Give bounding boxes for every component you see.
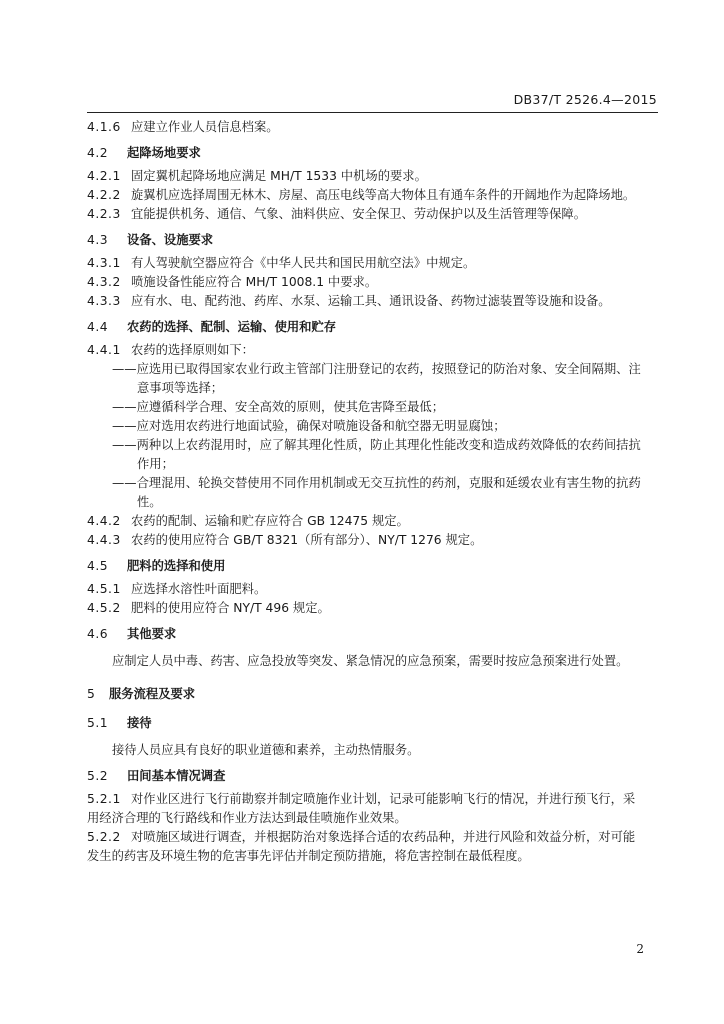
clause-text: 应选择水溶性叶面肥料。 [131, 582, 267, 596]
clause-number: 4.5.1 [87, 582, 121, 596]
heading-title: 田间基本情况调查 [127, 769, 226, 783]
clause-5-2-2-continuation: 发生的药害及环境生物的危害事先评估并制定预防措施，将危害控制在最低程度。 [87, 849, 530, 863]
heading-title: 起降场地要求 [127, 146, 201, 160]
heading-title: 服务流程及要求 [109, 687, 196, 701]
clause-text: 固定翼机起降场地应满足 MH/T 1533 中机场的要求。 [131, 169, 427, 183]
clause-number: 4.4.2 [87, 514, 121, 528]
list-dash: —— [112, 400, 137, 414]
heading-4-3 [87, 231, 659, 250]
heading-5-1 [87, 714, 659, 733]
clause-number: 4.3.1 [87, 256, 121, 270]
clause-text: 农药的选择原则如下： [131, 343, 254, 357]
list-item-text: 两种以上农药混用时，应了解其理化性质，防止其理化性能改变和造成药效降低的农药间拮抗 [136, 438, 641, 452]
clause-4-4-3 [87, 531, 659, 550]
heading-title: 设备、设施要求 [127, 233, 214, 247]
clause-text: 对喷施区域进行调查，并根据防治对象选择合适的农药品种，并进行风险和效益分析，对可能 [131, 830, 636, 844]
list-item-continuation: 意事项等选择； [137, 381, 224, 395]
document-body [87, 118, 659, 866]
clause-number: 4.4.3 [87, 533, 121, 547]
list-item [87, 436, 659, 455]
heading-number: 5.2 [87, 769, 109, 783]
list-dash: —— [112, 362, 137, 376]
clause-number: 4.2.1 [87, 169, 121, 183]
list-item [87, 417, 659, 436]
list-item [87, 474, 659, 493]
clause-number: 4.3.3 [87, 294, 121, 308]
heading-number: 4.6 [87, 627, 109, 641]
heading-number: 4.2 [87, 146, 109, 160]
clause-number: 4.2.3 [87, 207, 121, 221]
clause-number: 4.1.6 [87, 120, 121, 134]
clause-4-3-2 [87, 273, 659, 292]
clause-text: 对作业区进行飞行前勘察并制定喷施作业计划，记录可能影响飞行的情况，并进行预飞行，采 [131, 792, 636, 806]
clause-5-2-1-continuation: 用经济合理的飞行路线和作业方法达到最佳喷施作业效果。 [87, 811, 407, 825]
list-dash: —— [112, 419, 137, 433]
heading-4-4 [87, 318, 659, 337]
clause-number: 4.3.2 [87, 275, 121, 289]
clause-4-1-6 [87, 118, 659, 137]
list-dash: —— [112, 476, 137, 490]
heading-title: 接待 [127, 716, 152, 730]
heading-title: 其他要求 [127, 627, 177, 641]
clause-text: 有人驾驶航空器应符合《中华人民共和国民用航空法》中规定。 [131, 256, 476, 270]
heading-number: 4.3 [87, 233, 109, 247]
clause-text: 宜能提供机务、通信、气象、油料供应、安全保卫、劳动保护以及生活管理等保障。 [131, 207, 586, 221]
clause-4-2-2 [87, 186, 659, 205]
heading-4-6 [87, 625, 659, 644]
list-item-continuation: 作用； [137, 457, 174, 471]
heading-number: 4.4 [87, 320, 109, 334]
header-divider [87, 112, 658, 113]
list-item-text: 合理混用、轮换交替使用不同作用机制或无交互抗性的药剂，克服和延缓农业有害生物的抗药 [136, 476, 641, 490]
list-item-text: 应选用已取得国家农业行政主管部门注册登记的农药，按照登记的防治对象、安全间隔期、注 [136, 362, 641, 376]
heading-4-2 [87, 144, 659, 163]
clause-text: 肥料的使用应符合 NY/T 496 规定。 [131, 601, 330, 615]
list-item [87, 398, 659, 417]
clause-4-2-1 [87, 167, 659, 186]
clause-number: 5.2.1 [87, 792, 121, 806]
clause-5-2-1 [87, 790, 659, 809]
clause-number: 5.2.2 [87, 830, 121, 844]
clause-number: 4.4.1 [87, 343, 121, 357]
paragraph-5-1: 接待人员应具有良好的职业道德和素养，主动热情服务。 [112, 743, 420, 757]
heading-number: 4.5 [87, 559, 109, 573]
heading-title: 肥料的选择和使用 [127, 559, 226, 573]
clause-4-5-2 [87, 599, 659, 618]
clause-4-3-3 [87, 292, 659, 311]
list-item-text: 应对选用农药进行地面试验，确保对喷施设备和航空器无明显腐蚀； [136, 419, 506, 433]
list-item-text: 应遵循科学合理、安全高效的原则，使其危害降至最低； [136, 400, 445, 414]
heading-title: 农药的选择、配制、运输、使用和贮存 [127, 320, 337, 334]
clause-4-5-1 [87, 580, 659, 599]
clause-4-4-2 [87, 512, 659, 531]
clause-4-2-3 [87, 205, 659, 224]
list-dash: —— [112, 438, 137, 452]
clause-4-3-1 [87, 254, 659, 273]
clause-text: 应有水、电、配药池、药库、水泵、运输工具、通讯设备、药物过滤装置等设施和设备。 [131, 294, 611, 308]
clause-number: 4.5.2 [87, 601, 121, 615]
clause-text: 旋翼机应选择周围无林木、房屋、高压电线等高大物体且有通车条件的开阔地作为起降场地。 [131, 188, 636, 202]
clause-5-2-2 [87, 828, 659, 847]
heading-number: 5.1 [87, 716, 109, 730]
list-item [87, 360, 659, 379]
clause-text: 喷施设备性能应符合 MH/T 1008.1 中要求。 [131, 275, 378, 289]
heading-5-2 [87, 767, 659, 786]
document-code: DB37/T 2526.4—2015 [513, 92, 657, 107]
clause-text: 农药的配制、运输和贮存应符合 GB 12475 规定。 [131, 514, 409, 528]
heading-4-5 [87, 557, 659, 576]
clause-4-4-1 [87, 341, 659, 360]
list-item-continuation: 性。 [137, 495, 162, 509]
clause-text: 农药的使用应符合 GB/T 8321（所有部分）、NY/T 1276 规定。 [131, 533, 483, 547]
clause-text: 应建立作业人员信息档案。 [131, 120, 279, 134]
clause-number: 4.2.2 [87, 188, 121, 202]
page-number: 2 [636, 942, 644, 956]
paragraph-4-6: 应制定人员中毒、药害、应急投放等突发、紧急情况的应急预案，需要时按应急预案进行处置。 [112, 654, 629, 668]
heading-number: 5 [87, 687, 96, 701]
heading-5 [87, 685, 659, 704]
